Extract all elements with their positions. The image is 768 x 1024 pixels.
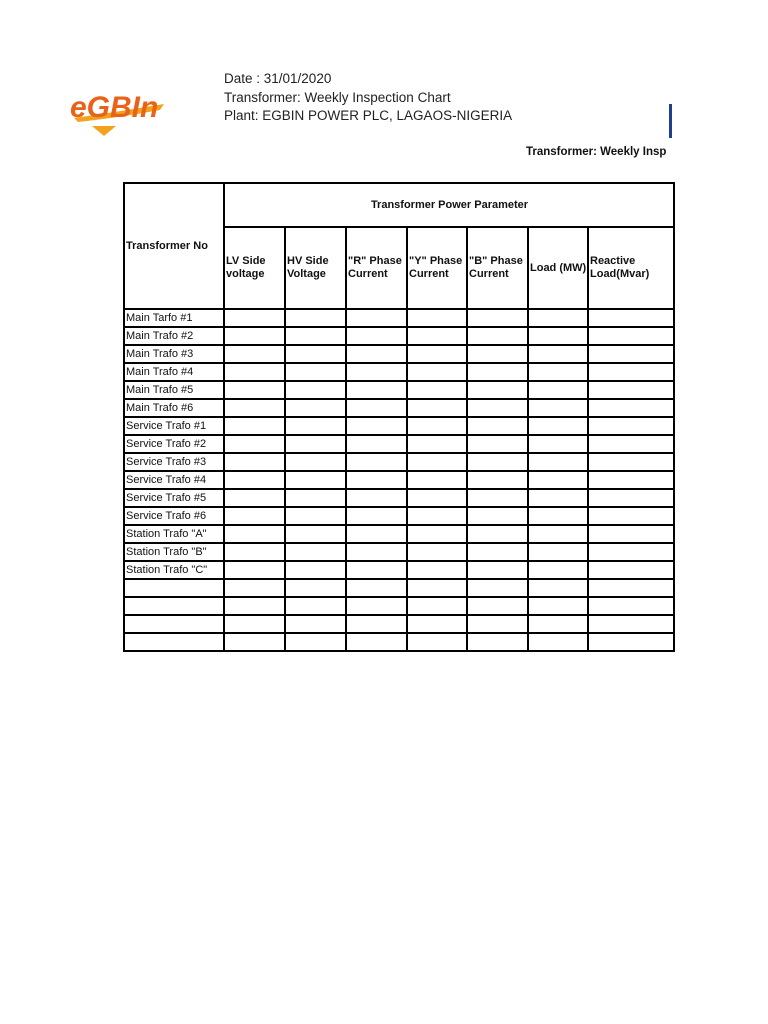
entry-cell[interactable]	[407, 489, 467, 507]
table-row	[124, 633, 674, 651]
transformer-name-cell: Main Trafo #5	[124, 381, 224, 399]
entry-cell[interactable]	[528, 525, 588, 543]
entry-cell[interactable]	[467, 381, 528, 399]
entry-cell[interactable]	[224, 579, 285, 597]
plant-line: Plant: EGBIN POWER PLC, LAGAOS-NIGERIA	[224, 108, 513, 123]
entry-cell[interactable]	[528, 597, 588, 615]
logo-arrow	[92, 126, 116, 136]
entry-cell[interactable]	[467, 399, 528, 417]
entry-cell[interactable]	[407, 633, 467, 651]
entry-cell[interactable]	[528, 633, 588, 651]
entry-cell[interactable]	[285, 399, 346, 417]
entry-cell[interactable]	[467, 363, 528, 381]
entry-cell[interactable]	[407, 435, 467, 453]
entry-cell[interactable]	[346, 435, 407, 453]
entry-cell[interactable]	[285, 597, 346, 615]
transformer-name-cell: Main Trafo #4	[124, 363, 224, 381]
entry-cell[interactable]	[224, 471, 285, 489]
transformer-name-cell: Main Tarfo #1	[124, 309, 224, 327]
transformer-name-cell: Service Trafo #2	[124, 435, 224, 453]
table-row	[124, 381, 674, 399]
column-header: "Y" Phase Current	[407, 227, 467, 309]
entry-cell[interactable]	[528, 453, 588, 471]
entry-cell[interactable]	[224, 435, 285, 453]
entry-cell[interactable]	[224, 399, 285, 417]
entry-cell[interactable]	[467, 633, 528, 651]
entry-cell[interactable]	[528, 489, 588, 507]
table-body	[124, 309, 674, 651]
entry-cell[interactable]	[588, 615, 674, 633]
table-row	[124, 543, 674, 561]
entry-cell[interactable]	[528, 543, 588, 561]
column-header: LV Side voltage	[224, 227, 285, 309]
entry-cell[interactable]	[346, 615, 407, 633]
entry-cell[interactable]	[588, 381, 674, 399]
entry-cell[interactable]	[224, 309, 285, 327]
entry-cell[interactable]	[407, 507, 467, 525]
entry-cell[interactable]	[224, 363, 285, 381]
entry-cell[interactable]	[407, 579, 467, 597]
entry-cell[interactable]	[407, 597, 467, 615]
entry-cell[interactable]	[528, 327, 588, 345]
entry-cell[interactable]	[528, 507, 588, 525]
entry-cell[interactable]	[285, 525, 346, 543]
entry-cell[interactable]	[346, 381, 407, 399]
entry-cell[interactable]	[467, 597, 528, 615]
inspection-table	[123, 182, 675, 652]
entry-cell[interactable]	[588, 507, 674, 525]
table-row	[124, 561, 674, 579]
entry-cell[interactable]	[346, 561, 407, 579]
entry-cell[interactable]	[467, 327, 528, 345]
transformer-name-cell	[124, 579, 224, 597]
entry-cell[interactable]	[285, 633, 346, 651]
entry-cell[interactable]	[346, 453, 407, 471]
entry-cell[interactable]	[588, 399, 674, 417]
column-header: "R" Phase Current	[346, 227, 407, 309]
entry-cell[interactable]	[346, 417, 407, 435]
entry-cell[interactable]	[346, 363, 407, 381]
entry-cell[interactable]	[467, 309, 528, 327]
logo-wordmark: eGBIn	[70, 91, 159, 124]
entry-cell[interactable]	[224, 543, 285, 561]
header-power-parameter: Transformer Power Parameter	[224, 183, 674, 227]
entry-cell[interactable]	[285, 327, 346, 345]
table-row	[124, 345, 674, 363]
table-row	[124, 615, 674, 633]
transformer-name-cell: Service Trafo #5	[124, 489, 224, 507]
table-row	[124, 597, 674, 615]
entry-cell[interactable]	[285, 435, 346, 453]
entry-cell[interactable]	[528, 471, 588, 489]
entry-cell[interactable]	[346, 507, 407, 525]
entry-cell[interactable]	[528, 579, 588, 597]
document-header	[224, 70, 512, 126]
entry-cell[interactable]	[467, 471, 528, 489]
transformer-name-cell	[124, 615, 224, 633]
transformer-name-cell	[124, 633, 224, 651]
blue-accent-bar	[669, 104, 672, 138]
table-row	[124, 471, 674, 489]
entry-cell[interactable]	[407, 471, 467, 489]
transformer-name-cell: Service Trafo #3	[124, 453, 224, 471]
entry-cell[interactable]	[285, 561, 346, 579]
entry-cell[interactable]	[588, 525, 674, 543]
entry-cell[interactable]	[588, 597, 674, 615]
entry-cell[interactable]	[528, 615, 588, 633]
entry-cell[interactable]	[346, 345, 407, 363]
entry-cell[interactable]	[224, 381, 285, 399]
entry-cell[interactable]	[588, 345, 674, 363]
entry-cell[interactable]	[407, 615, 467, 633]
entry-cell[interactable]	[588, 633, 674, 651]
entry-cell[interactable]	[224, 327, 285, 345]
transformer-name-cell: Main Trafo #3	[124, 345, 224, 363]
entry-cell[interactable]	[285, 489, 346, 507]
transformer-name-cell: Service Trafo #6	[124, 507, 224, 525]
entry-cell[interactable]	[346, 597, 407, 615]
entry-cell[interactable]	[407, 543, 467, 561]
entry-cell[interactable]	[528, 381, 588, 399]
entry-cell[interactable]	[588, 309, 674, 327]
entry-cell[interactable]	[285, 453, 346, 471]
header-transformer-no: Transformer No	[124, 183, 224, 309]
entry-cell[interactable]	[224, 615, 285, 633]
entry-cell[interactable]	[467, 489, 528, 507]
entry-cell[interactable]	[528, 417, 588, 435]
table-row	[124, 327, 674, 345]
entry-cell[interactable]	[528, 345, 588, 363]
entry-cell[interactable]	[467, 561, 528, 579]
entry-cell[interactable]	[224, 507, 285, 525]
table-row	[124, 507, 674, 525]
column-header: Reactive Load(Mvar)	[588, 227, 674, 309]
entry-cell[interactable]	[467, 525, 528, 543]
entry-cell[interactable]	[407, 327, 467, 345]
entry-cell[interactable]	[224, 489, 285, 507]
entry-cell[interactable]	[528, 399, 588, 417]
table-row	[124, 453, 674, 471]
entry-cell[interactable]	[467, 615, 528, 633]
entry-cell[interactable]	[467, 507, 528, 525]
entry-cell[interactable]	[224, 633, 285, 651]
entry-cell[interactable]	[346, 399, 407, 417]
entry-cell[interactable]	[528, 435, 588, 453]
column-header: "B" Phase Current	[467, 227, 528, 309]
entry-cell[interactable]	[285, 471, 346, 489]
entry-cell[interactable]	[285, 381, 346, 399]
table-row	[124, 579, 674, 597]
entry-cell[interactable]	[285, 345, 346, 363]
table-row	[124, 363, 674, 381]
entry-cell[interactable]	[467, 417, 528, 435]
entry-cell[interactable]	[407, 561, 467, 579]
entry-cell[interactable]	[467, 543, 528, 561]
entry-cell[interactable]	[346, 543, 407, 561]
entry-cell[interactable]	[407, 309, 467, 327]
transformer-name-cell	[124, 597, 224, 615]
entry-cell[interactable]	[346, 327, 407, 345]
entry-cell[interactable]	[407, 453, 467, 471]
entry-cell[interactable]	[467, 453, 528, 471]
entry-cell[interactable]	[224, 453, 285, 471]
entry-cell[interactable]	[528, 363, 588, 381]
entry-cell[interactable]	[407, 525, 467, 543]
entry-cell[interactable]	[407, 417, 467, 435]
entry-cell[interactable]	[467, 345, 528, 363]
entry-cell[interactable]	[588, 543, 674, 561]
transformer-name-cell: Service Trafo #1	[124, 417, 224, 435]
entry-cell[interactable]	[588, 417, 674, 435]
entry-cell[interactable]	[588, 435, 674, 453]
entry-cell[interactable]	[346, 489, 407, 507]
entry-cell[interactable]	[588, 579, 674, 597]
entry-cell[interactable]	[588, 489, 674, 507]
transformer-name-cell: Main Trafo #2	[124, 327, 224, 345]
column-header: Load (MW)	[528, 227, 588, 309]
egbin-logo	[64, 82, 172, 142]
entry-cell[interactable]	[285, 507, 346, 525]
entry-cell[interactable]	[224, 417, 285, 435]
table-row	[124, 489, 674, 507]
table-row	[124, 435, 674, 453]
column-header: HV Side Voltage	[285, 227, 346, 309]
entry-cell[interactable]	[407, 363, 467, 381]
entry-cell[interactable]	[346, 579, 407, 597]
entry-cell[interactable]	[285, 579, 346, 597]
entry-cell[interactable]	[285, 615, 346, 633]
entry-cell[interactable]	[467, 435, 528, 453]
entry-cell[interactable]	[528, 309, 588, 327]
transformer-name-cell: Service Trafo #4	[124, 471, 224, 489]
table-row	[124, 525, 674, 543]
entry-cell[interactable]	[528, 561, 588, 579]
entry-cell[interactable]	[285, 363, 346, 381]
entry-cell[interactable]	[407, 345, 467, 363]
entry-cell[interactable]	[588, 363, 674, 381]
entry-cell[interactable]	[224, 561, 285, 579]
entry-cell[interactable]	[224, 597, 285, 615]
entry-cell[interactable]	[285, 309, 346, 327]
chart-title-line: Transformer: Weekly Inspection Chart	[224, 89, 451, 105]
date-line: Date : 31/01/2020	[224, 71, 332, 86]
transformer-name-cell: Station Trafo "B"	[124, 543, 224, 561]
table-row	[124, 309, 674, 327]
entry-cell[interactable]	[346, 471, 407, 489]
entry-cell[interactable]	[224, 525, 285, 543]
entry-cell[interactable]	[346, 633, 407, 651]
transformer-name-cell: Station Trafo "A"	[124, 525, 224, 543]
entry-cell[interactable]	[407, 381, 467, 399]
entry-cell[interactable]	[467, 579, 528, 597]
entry-cell[interactable]	[588, 561, 674, 579]
entry-cell[interactable]	[285, 543, 346, 561]
table-row	[124, 399, 674, 417]
sheet-title-truncated: Transformer: Weekly Insp	[526, 146, 667, 158]
entry-cell[interactable]	[407, 399, 467, 417]
entry-cell[interactable]	[224, 345, 285, 363]
transformer-name-cell: Station Trafo "C"	[124, 561, 224, 579]
table-header	[124, 183, 674, 309]
entry-cell[interactable]	[588, 453, 674, 471]
entry-cell[interactable]	[346, 525, 407, 543]
entry-cell[interactable]	[346, 309, 407, 327]
table-row	[124, 417, 674, 435]
entry-cell[interactable]	[588, 471, 674, 489]
entry-cell[interactable]	[588, 327, 674, 345]
entry-cell[interactable]	[285, 417, 346, 435]
transformer-name-cell: Main Trafo #6	[124, 399, 224, 417]
